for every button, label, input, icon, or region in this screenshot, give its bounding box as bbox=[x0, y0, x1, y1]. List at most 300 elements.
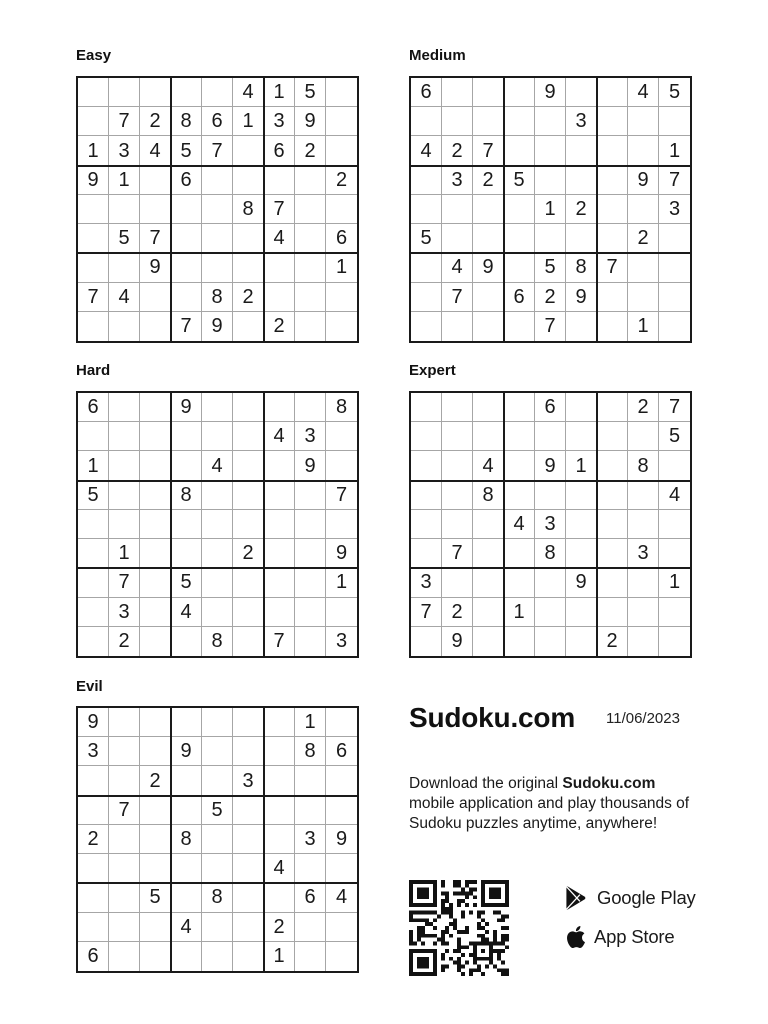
sudoku-cell: 1 bbox=[264, 942, 295, 971]
sudoku-cell bbox=[233, 422, 264, 451]
qr-code bbox=[409, 880, 509, 976]
box-divider bbox=[503, 78, 505, 341]
sudoku-cell bbox=[597, 166, 628, 195]
sudoku-cell: 1 bbox=[659, 568, 690, 597]
sudoku-board-medium bbox=[409, 76, 692, 343]
sudoku-cell: 8 bbox=[202, 627, 233, 656]
sudoku-cell bbox=[326, 913, 357, 942]
sudoku-cell bbox=[535, 107, 566, 136]
sudoku-cell bbox=[264, 253, 295, 282]
sudoku-cell bbox=[442, 568, 473, 597]
sudoku-cell bbox=[659, 224, 690, 253]
sudoku-cell: 7 bbox=[442, 283, 473, 312]
sudoku-cell: 4 bbox=[628, 78, 659, 107]
box-divider bbox=[263, 78, 265, 341]
sudoku-cell bbox=[295, 283, 326, 312]
sudoku-cell bbox=[535, 136, 566, 165]
sudoku-cell bbox=[109, 708, 140, 737]
promo-line: Sudoku puzzles anytime, anywhere! bbox=[409, 815, 658, 832]
sudoku-cell bbox=[78, 422, 109, 451]
sudoku-cell bbox=[233, 883, 264, 912]
sudoku-cell: 7 bbox=[264, 195, 295, 224]
sudoku-cell bbox=[473, 393, 504, 422]
google-play-badge[interactable] bbox=[564, 884, 696, 912]
promo-line: mobile application and play thousands of bbox=[409, 795, 690, 812]
sudoku-cell bbox=[597, 195, 628, 224]
sudoku-cell: 1 bbox=[78, 136, 109, 165]
sudoku-cell bbox=[233, 708, 264, 737]
sudoku-cell bbox=[295, 913, 326, 942]
sudoku-cell bbox=[78, 195, 109, 224]
box-divider bbox=[78, 252, 357, 254]
sudoku-cell bbox=[140, 568, 171, 597]
sudoku-cell bbox=[411, 166, 442, 195]
sudoku-cell bbox=[411, 283, 442, 312]
sudoku-cell bbox=[202, 737, 233, 766]
sudoku-cell: 1 bbox=[326, 568, 357, 597]
sudoku-cell bbox=[504, 627, 535, 656]
sudoku-cell bbox=[264, 451, 295, 480]
sudoku-cell bbox=[109, 854, 140, 883]
level-label-medium: Medium bbox=[409, 47, 466, 64]
sudoku-cell: 3 bbox=[264, 107, 295, 136]
sudoku-cell bbox=[109, 78, 140, 107]
sudoku-cell bbox=[442, 107, 473, 136]
sudoku-cell: 1 bbox=[566, 451, 597, 480]
sudoku-cell: 4 bbox=[326, 883, 357, 912]
sudoku-cell bbox=[109, 312, 140, 341]
sudoku-cell: 9 bbox=[78, 166, 109, 195]
sudoku-cell bbox=[535, 568, 566, 597]
sudoku-com-logo: Sudoku.com bbox=[409, 702, 576, 733]
sudoku-cell bbox=[597, 393, 628, 422]
sudoku-cell bbox=[140, 312, 171, 341]
sudoku-cell: 7 bbox=[109, 107, 140, 136]
sudoku-cell bbox=[659, 451, 690, 480]
sudoku-cell bbox=[535, 224, 566, 253]
sudoku-cell bbox=[295, 224, 326, 253]
sudoku-cell bbox=[233, 627, 264, 656]
sudoku-cell bbox=[264, 283, 295, 312]
sudoku-cell bbox=[326, 136, 357, 165]
sudoku-cell bbox=[78, 883, 109, 912]
sudoku-cell bbox=[411, 422, 442, 451]
sudoku-cell: 1 bbox=[659, 136, 690, 165]
box-divider bbox=[263, 393, 265, 656]
sudoku-cell bbox=[473, 312, 504, 341]
sudoku-cell bbox=[202, 766, 233, 795]
sudoku-cell bbox=[504, 107, 535, 136]
sudoku-cell bbox=[109, 825, 140, 854]
sudoku-cell bbox=[659, 627, 690, 656]
sudoku-cell bbox=[202, 224, 233, 253]
sudoku-cell: 9 bbox=[535, 78, 566, 107]
sudoku-cell bbox=[140, 825, 171, 854]
sudoku-cell bbox=[566, 510, 597, 539]
sudoku-cell bbox=[326, 283, 357, 312]
sudoku-cell bbox=[140, 737, 171, 766]
sudoku-cell bbox=[140, 854, 171, 883]
level-label-expert: Expert bbox=[409, 362, 456, 379]
sudoku-cell: 9 bbox=[442, 627, 473, 656]
sudoku-cell: 3 bbox=[295, 422, 326, 451]
sudoku-cell bbox=[295, 195, 326, 224]
sudoku-cell bbox=[597, 224, 628, 253]
qr-modules bbox=[409, 880, 509, 976]
sudoku-cell: 9 bbox=[566, 283, 597, 312]
sudoku-cell bbox=[264, 393, 295, 422]
sudoku-cell bbox=[109, 913, 140, 942]
sudoku-cell bbox=[140, 195, 171, 224]
box-divider bbox=[170, 708, 172, 971]
sudoku-board-expert bbox=[409, 391, 692, 658]
sudoku-cell: 4 bbox=[504, 510, 535, 539]
sudoku-cell: 3 bbox=[233, 766, 264, 795]
sudoku-cell bbox=[264, 737, 295, 766]
sudoku-cell bbox=[295, 166, 326, 195]
sudoku-cell bbox=[628, 136, 659, 165]
sudoku-cell bbox=[628, 627, 659, 656]
sudoku-cell bbox=[78, 312, 109, 341]
sudoku-cell bbox=[202, 78, 233, 107]
board-grid bbox=[78, 393, 357, 656]
sudoku-cell bbox=[411, 510, 442, 539]
sudoku-cell bbox=[109, 481, 140, 510]
sudoku-cell: 5 bbox=[659, 78, 690, 107]
sudoku-cell: 2 bbox=[597, 627, 628, 656]
sudoku-cell bbox=[233, 598, 264, 627]
sudoku-cell bbox=[659, 107, 690, 136]
sudoku-cell bbox=[264, 568, 295, 597]
sudoku-cell bbox=[566, 136, 597, 165]
sudoku-cell: 1 bbox=[233, 107, 264, 136]
sudoku-cell bbox=[295, 796, 326, 825]
sudoku-cell: 5 bbox=[171, 136, 202, 165]
sudoku-cell bbox=[233, 393, 264, 422]
sudoku-cell: 6 bbox=[326, 737, 357, 766]
sudoku-cell: 1 bbox=[504, 598, 535, 627]
sudoku-cell bbox=[566, 166, 597, 195]
sudoku-cell: 9 bbox=[171, 737, 202, 766]
sudoku-cell bbox=[171, 78, 202, 107]
sudoku-cell: 9 bbox=[140, 253, 171, 282]
sudoku-cell bbox=[295, 598, 326, 627]
sudoku-cell: 9 bbox=[326, 825, 357, 854]
sudoku-cell: 6 bbox=[326, 224, 357, 253]
sudoku-cell: 7 bbox=[78, 283, 109, 312]
sudoku-cell bbox=[295, 568, 326, 597]
sudoku-cell bbox=[171, 708, 202, 737]
sudoku-cell bbox=[202, 539, 233, 568]
sudoku-cell bbox=[78, 598, 109, 627]
sudoku-cell: 1 bbox=[78, 451, 109, 480]
sudoku-cell bbox=[295, 854, 326, 883]
sudoku-cell: 7 bbox=[535, 312, 566, 341]
sudoku-cell: 4 bbox=[233, 78, 264, 107]
sudoku-cell bbox=[326, 854, 357, 883]
sudoku-cell bbox=[411, 451, 442, 480]
sudoku-cell bbox=[411, 312, 442, 341]
sudoku-cell bbox=[109, 766, 140, 795]
sudoku-cell: 7 bbox=[473, 136, 504, 165]
sudoku-cell bbox=[442, 510, 473, 539]
sudoku-cell: 7 bbox=[264, 627, 295, 656]
sudoku-cell bbox=[597, 568, 628, 597]
sudoku-cell bbox=[326, 422, 357, 451]
sudoku-cell: 8 bbox=[295, 737, 326, 766]
sudoku-cell bbox=[411, 539, 442, 568]
sudoku-cell: 4 bbox=[264, 422, 295, 451]
sudoku-cell: 2 bbox=[233, 283, 264, 312]
sudoku-cell: 7 bbox=[202, 136, 233, 165]
promo-line bbox=[409, 774, 689, 794]
sudoku-cell bbox=[442, 393, 473, 422]
box-divider bbox=[78, 480, 357, 482]
sudoku-cell bbox=[78, 253, 109, 282]
print-date: 11/06/2023 bbox=[606, 710, 680, 727]
sudoku-cell bbox=[140, 913, 171, 942]
sudoku-cell: 4 bbox=[411, 136, 442, 165]
sudoku-cell: 6 bbox=[535, 393, 566, 422]
sudoku-cell: 3 bbox=[659, 195, 690, 224]
sudoku-cell bbox=[628, 107, 659, 136]
sudoku-cell bbox=[504, 195, 535, 224]
sudoku-cell: 6 bbox=[78, 942, 109, 971]
box-divider bbox=[596, 393, 598, 656]
sudoku-cell bbox=[202, 253, 233, 282]
sudoku-cell: 8 bbox=[473, 481, 504, 510]
sudoku-cell bbox=[171, 224, 202, 253]
sudoku-cell: 2 bbox=[233, 539, 264, 568]
sudoku-cell bbox=[140, 598, 171, 627]
sudoku-cell bbox=[295, 766, 326, 795]
sudoku-cell bbox=[659, 253, 690, 282]
sudoku-cell: 2 bbox=[442, 136, 473, 165]
sudoku-cell bbox=[140, 708, 171, 737]
sudoku-cell: 1 bbox=[628, 312, 659, 341]
sudoku-cell: 1 bbox=[535, 195, 566, 224]
board-grid bbox=[78, 708, 357, 971]
box-divider bbox=[503, 393, 505, 656]
sudoku-cell bbox=[233, 568, 264, 597]
sudoku-cell: 4 bbox=[109, 283, 140, 312]
sudoku-cell: 6 bbox=[264, 136, 295, 165]
sudoku-cell bbox=[628, 283, 659, 312]
sudoku-cell: 8 bbox=[233, 195, 264, 224]
sudoku-cell: 3 bbox=[109, 136, 140, 165]
sudoku-cell bbox=[202, 598, 233, 627]
sudoku-cell bbox=[202, 708, 233, 737]
sudoku-cell bbox=[597, 481, 628, 510]
sudoku-cell: 5 bbox=[202, 796, 233, 825]
sudoku-cell bbox=[109, 942, 140, 971]
sudoku-cell bbox=[171, 283, 202, 312]
sudoku-cell bbox=[504, 539, 535, 568]
sudoku-cell: 7 bbox=[659, 393, 690, 422]
sudoku-cell bbox=[535, 422, 566, 451]
sudoku-cell bbox=[171, 510, 202, 539]
sudoku-cell bbox=[566, 627, 597, 656]
sudoku-cell bbox=[264, 796, 295, 825]
sudoku-cell: 7 bbox=[109, 796, 140, 825]
sudoku-cell bbox=[78, 78, 109, 107]
sudoku-cell: 8 bbox=[535, 539, 566, 568]
sudoku-cell bbox=[78, 539, 109, 568]
sudoku-cell bbox=[295, 481, 326, 510]
apple-icon bbox=[565, 925, 587, 949]
sudoku-cell bbox=[202, 393, 233, 422]
sudoku-cell: 2 bbox=[442, 598, 473, 627]
sudoku-cell: 4 bbox=[202, 451, 233, 480]
sudoku-cell bbox=[473, 598, 504, 627]
sudoku-cell bbox=[264, 825, 295, 854]
app-store-badge[interactable] bbox=[565, 923, 674, 951]
sudoku-cell bbox=[140, 539, 171, 568]
sudoku-cell: 7 bbox=[659, 166, 690, 195]
box-divider bbox=[411, 165, 690, 167]
sudoku-cell: 3 bbox=[535, 510, 566, 539]
sudoku-cell bbox=[78, 796, 109, 825]
sudoku-cell bbox=[442, 224, 473, 253]
box-divider bbox=[411, 567, 690, 569]
sudoku-cell: 9 bbox=[473, 253, 504, 282]
sudoku-cell bbox=[504, 481, 535, 510]
sudoku-cell: 5 bbox=[295, 78, 326, 107]
sudoku-cell: 2 bbox=[140, 107, 171, 136]
sudoku-cell bbox=[202, 942, 233, 971]
sudoku-cell: 2 bbox=[566, 195, 597, 224]
sudoku-cell bbox=[535, 598, 566, 627]
sudoku-cell bbox=[233, 796, 264, 825]
sudoku-cell bbox=[326, 195, 357, 224]
sudoku-cell bbox=[659, 312, 690, 341]
sudoku-cell bbox=[233, 942, 264, 971]
sudoku-cell bbox=[504, 451, 535, 480]
sudoku-cell: 7 bbox=[597, 253, 628, 282]
sudoku-cell: 1 bbox=[326, 253, 357, 282]
sudoku-cell bbox=[659, 510, 690, 539]
sudoku-cell: 6 bbox=[78, 393, 109, 422]
sudoku-cell bbox=[233, 510, 264, 539]
sudoku-cell bbox=[295, 510, 326, 539]
sudoku-cell bbox=[473, 283, 504, 312]
box-divider bbox=[411, 252, 690, 254]
sudoku-board-easy bbox=[76, 76, 359, 343]
sudoku-cell bbox=[442, 78, 473, 107]
sudoku-cell bbox=[78, 854, 109, 883]
sudoku-cell: 9 bbox=[535, 451, 566, 480]
sudoku-cell bbox=[597, 539, 628, 568]
sudoku-cell bbox=[566, 539, 597, 568]
sudoku-cell bbox=[264, 481, 295, 510]
sudoku-cell bbox=[202, 825, 233, 854]
sudoku-cell bbox=[233, 136, 264, 165]
sudoku-cell: 2 bbox=[264, 312, 295, 341]
sudoku-cell: 5 bbox=[171, 568, 202, 597]
board-grid bbox=[78, 78, 357, 341]
sudoku-cell: 6 bbox=[171, 166, 202, 195]
sudoku-cell bbox=[140, 510, 171, 539]
sudoku-cell: 2 bbox=[473, 166, 504, 195]
sudoku-cell bbox=[597, 422, 628, 451]
sudoku-cell bbox=[140, 942, 171, 971]
sudoku-cell bbox=[628, 253, 659, 282]
sudoku-cell bbox=[202, 510, 233, 539]
box-divider bbox=[78, 567, 357, 569]
sudoku-cell bbox=[326, 312, 357, 341]
sudoku-cell: 3 bbox=[109, 598, 140, 627]
sudoku-cell: 9 bbox=[566, 568, 597, 597]
sudoku-board-evil bbox=[76, 706, 359, 973]
sudoku-cell: 9 bbox=[628, 166, 659, 195]
sudoku-cell bbox=[78, 510, 109, 539]
sudoku-cell bbox=[171, 883, 202, 912]
sudoku-cell: 2 bbox=[78, 825, 109, 854]
sudoku-cell bbox=[473, 224, 504, 253]
sudoku-cell: 9 bbox=[171, 393, 202, 422]
sudoku-cell: 7 bbox=[411, 598, 442, 627]
sudoku-cell: 8 bbox=[628, 451, 659, 480]
sudoku-cell bbox=[473, 422, 504, 451]
sudoku-cell bbox=[202, 481, 233, 510]
board-grid bbox=[411, 78, 690, 341]
sudoku-cell: 4 bbox=[442, 253, 473, 282]
sudoku-cell: 3 bbox=[295, 825, 326, 854]
sudoku-cell bbox=[504, 312, 535, 341]
sudoku-cell bbox=[109, 510, 140, 539]
sudoku-cell: 2 bbox=[140, 766, 171, 795]
sudoku-cell: 7 bbox=[442, 539, 473, 568]
sudoku-cell bbox=[233, 166, 264, 195]
sudoku-cell bbox=[326, 598, 357, 627]
sudoku-cell bbox=[78, 568, 109, 597]
sudoku-cell bbox=[442, 312, 473, 341]
sudoku-cell bbox=[628, 481, 659, 510]
promo-line-text: Download the original bbox=[409, 775, 559, 792]
sudoku-cell bbox=[233, 253, 264, 282]
sudoku-cell bbox=[78, 627, 109, 656]
sudoku-cell bbox=[202, 422, 233, 451]
sudoku-cell bbox=[566, 78, 597, 107]
sudoku-cell bbox=[140, 393, 171, 422]
sudoku-cell bbox=[442, 451, 473, 480]
sudoku-cell bbox=[442, 422, 473, 451]
sudoku-cell bbox=[473, 107, 504, 136]
sudoku-cell: 5 bbox=[504, 166, 535, 195]
sudoku-cell bbox=[659, 283, 690, 312]
sudoku-cell bbox=[411, 481, 442, 510]
sudoku-cell bbox=[473, 195, 504, 224]
sudoku-cell bbox=[202, 913, 233, 942]
sudoku-cell: 9 bbox=[295, 107, 326, 136]
sudoku-cell: 1 bbox=[264, 78, 295, 107]
level-label-easy: Easy bbox=[76, 47, 112, 64]
sudoku-cell: 3 bbox=[566, 107, 597, 136]
sudoku-cell bbox=[659, 598, 690, 627]
sudoku-cell bbox=[171, 422, 202, 451]
sudoku-cell bbox=[473, 627, 504, 656]
sudoku-cell bbox=[78, 913, 109, 942]
sudoku-cell bbox=[264, 539, 295, 568]
sudoku-cell bbox=[597, 136, 628, 165]
sudoku-cell bbox=[140, 78, 171, 107]
sudoku-cell bbox=[171, 451, 202, 480]
qr-code-image bbox=[409, 880, 509, 976]
sudoku-cell bbox=[233, 854, 264, 883]
sudoku-cell bbox=[326, 451, 357, 480]
sudoku-cell: 8 bbox=[326, 393, 357, 422]
box-divider bbox=[170, 78, 172, 341]
